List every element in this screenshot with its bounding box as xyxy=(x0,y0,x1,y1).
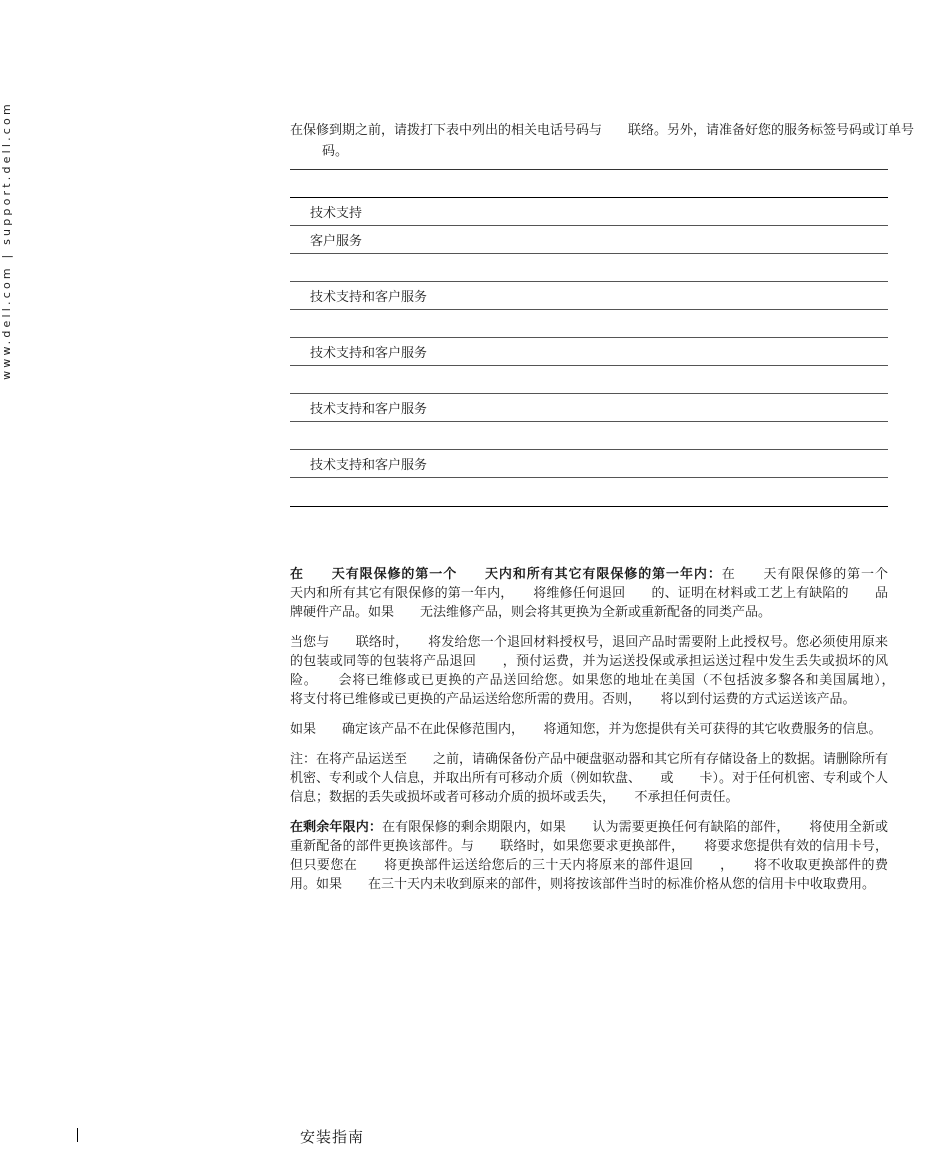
contact-table xyxy=(290,169,888,507)
first-year-heading: 在 天有限保修的第一个 天内和所有其它有限保修的第一年内： xyxy=(290,567,722,582)
table-cell: 技术支持和客户服务 xyxy=(310,402,428,417)
table-row xyxy=(290,310,888,338)
remaining-years-body: 在有限保修的剩余期限内，如果 认为需要更换任何有缺陷的部件， 将使用全新或重新配备的部件更换该部件。与 联络时，如果您要求更换部件， 将要求您提供有效的信用卡号，但只要您在 将更换部件运送给您后的三十天内将原来的部件退回 ， 将不收取更换部件的费用。如果 在三十天内未收到原来的部件，则将按该部件当时的标准价格从您的信用卡中收取费用。 xyxy=(290,820,888,892)
remaining-years-paragraph xyxy=(290,818,888,894)
table-row xyxy=(290,394,888,422)
sidebar-url-text: www.dell.com | support.dell.com xyxy=(0,100,13,380)
remaining-years-heading: 在剩余年限内： xyxy=(290,820,383,835)
table-cell: 技术支持和客户服务 xyxy=(310,458,428,473)
footer-title: 安装指南 xyxy=(300,1128,365,1146)
table-row xyxy=(290,450,888,478)
footer-divider xyxy=(77,1128,78,1142)
first-year-paragraph xyxy=(290,565,914,622)
table-row xyxy=(290,422,888,450)
rma-paragraph: 当您与 联络时， 将发给您一个退回材料授权号，退回产品时需要附上此授权号。您必须使用原来的包装或同等的包装将产品退回 ，预付运费，并为运送投保或承担运送过程中发生丢失或损坏的风险。 会将已维修或已更换的产品送回给您。如果您的地址在美国（不包括波多黎各和美国属地）， 将支付将已维修或已更换的产品运送给您所需的费用。否则， 将以到付运费的方式运送该产品。 xyxy=(290,635,915,707)
table-row xyxy=(290,254,888,282)
table-row xyxy=(290,478,888,506)
table-row xyxy=(290,198,888,226)
table-cell: 客户服务 xyxy=(310,234,363,249)
table-header-row xyxy=(290,170,888,198)
table-row xyxy=(290,338,888,366)
intro-paragraph: 在保修到期之前，请拨打下表中列出的相关电话号码与 联络。另外，请准备好您的服务标签号码或订单号码。 xyxy=(290,123,915,159)
not-covered-paragraph: 如果 确定该产品不在此保修范围内， 将通知您，并为您提供有关可获得的其它收费服务的信息。 xyxy=(290,722,882,737)
table-cell: 技术支持和客户服务 xyxy=(310,346,428,361)
table-cell: 技术支持 xyxy=(310,206,363,221)
table-cell: 技术支持和客户服务 xyxy=(310,290,428,305)
table-row xyxy=(290,282,888,310)
warranty-section xyxy=(290,565,915,905)
table-row xyxy=(290,226,888,254)
sidebar-url xyxy=(0,95,14,385)
note-paragraph: 注：在将产品运送至 之前，请确保备份产品中硬盘驱动器和其它所有存储设备上的数据。请删除所有机密、专利或个人信息，并取出所有可移动介质（例如软盘、 或 卡）。对于任何机密、专利或个人信息；数据的丢失或损坏或者可移动介质的损坏或丢失， 不承担任何责任。 xyxy=(290,752,889,805)
first-year-body: 在 天有限保修的第一个 天内和所有其它有限保修的第一年内， 将维修任何退回 的、证明在材料或工艺上有缺陷的 品牌硬件产品。如果 无法维修产品，则会将其更换为全新或重新配备的同类产品。 xyxy=(290,567,914,620)
table-row xyxy=(290,366,888,394)
